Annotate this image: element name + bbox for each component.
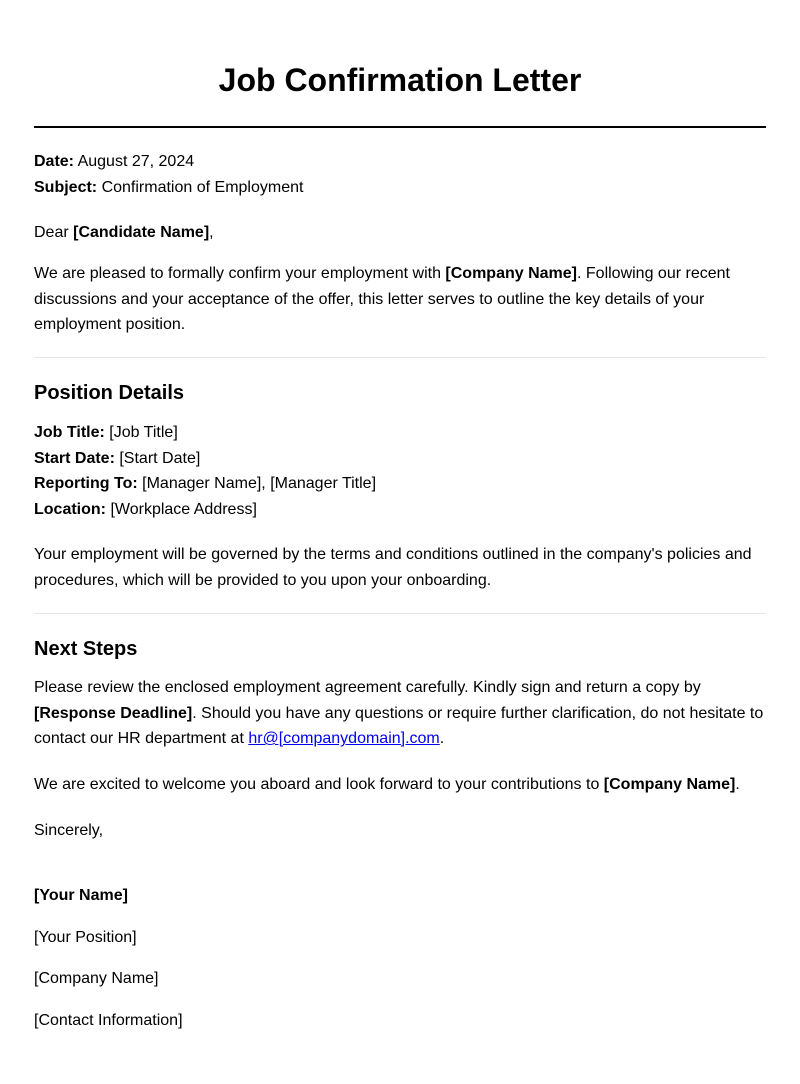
- subject-line: [34, 175, 766, 201]
- candidate-name: [Candidate Name]: [73, 224, 210, 241]
- page-title: Job Confirmation Letter: [218, 62, 582, 98]
- intro-paragraph: [34, 261, 766, 338]
- location-line: [34, 497, 766, 523]
- signer-position: [Your Position]: [34, 929, 137, 946]
- subject-value: Confirmation of Employment: [101, 178, 304, 196]
- next-steps-text-1: Please review the enclosed employment agreement carefully. Kindly sign and return a copy by: [34, 679, 701, 696]
- section-divider: [34, 613, 766, 614]
- greeting-prefix: Dear: [34, 224, 74, 241]
- welcome-company-name: [Company Name]: [603, 776, 736, 793]
- subject-label: Subject:: [34, 178, 98, 196]
- greeting: [34, 220, 766, 246]
- intro-text-2: . Following our recent discussions and your acceptance of the offer, this letter serves to outline the key details of your employment position.: [34, 265, 730, 334]
- section-divider: [34, 357, 766, 358]
- next-steps-text-3: .: [439, 730, 445, 748]
- date-value: August 27, 2024: [77, 153, 195, 170]
- next-steps-paragraph: [34, 675, 766, 752]
- job-title-line: [34, 420, 766, 446]
- position-details-heading: Position Details: [34, 382, 185, 404]
- terms-paragraph: Your employment will be governed by the terms and conditions outlined in the company's policies and procedures, which will be provided to you upon your onboarding.: [34, 546, 752, 589]
- reporting-to-value: [Manager Name], [Manager Title]: [142, 475, 377, 493]
- signer-company: [Company Name]: [34, 970, 159, 987]
- start-date-label: Start Date:: [34, 449, 115, 467]
- date-line: [34, 149, 766, 175]
- position-details-list: [34, 420, 766, 522]
- start-date-line: [34, 446, 766, 472]
- hr-email-link[interactable]: hr@[companydomain].com: [248, 730, 440, 748]
- next-steps-heading: Next Steps: [34, 638, 138, 660]
- title-divider: [34, 126, 766, 128]
- reporting-to-line: [34, 471, 766, 497]
- sign-off: Sincerely,: [34, 822, 104, 839]
- signer-contact: [Contact Information]: [34, 1012, 183, 1029]
- location-label: Location:: [34, 500, 106, 518]
- greeting-suffix: ,: [209, 224, 214, 241]
- signer-name: [Your Name]: [34, 887, 128, 904]
- job-title-label: Job Title:: [34, 424, 105, 441]
- intro-company-name: [Company Name]: [445, 265, 577, 282]
- welcome-text-1: We are excited to welcome you aboard and look forward to your contributions to: [34, 776, 604, 793]
- intro-text-1: We are pleased to formally confirm your employment with: [34, 265, 446, 282]
- welcome-paragraph: [34, 772, 766, 798]
- location-value: [Workplace Address]: [110, 500, 257, 518]
- job-title-value: [Job Title]: [109, 424, 178, 441]
- reporting-to-label: Reporting To:: [34, 475, 138, 493]
- welcome-text-2: .: [735, 776, 740, 793]
- start-date-value: [Start Date]: [119, 449, 201, 467]
- date-label: Date:: [34, 153, 75, 170]
- letter-meta: [34, 149, 766, 200]
- next-steps-text-2: . Should you have any questions or require further clarification, do not hesitate to contact our HR department at: [34, 704, 764, 748]
- response-deadline: [Response Deadline]: [34, 704, 193, 722]
